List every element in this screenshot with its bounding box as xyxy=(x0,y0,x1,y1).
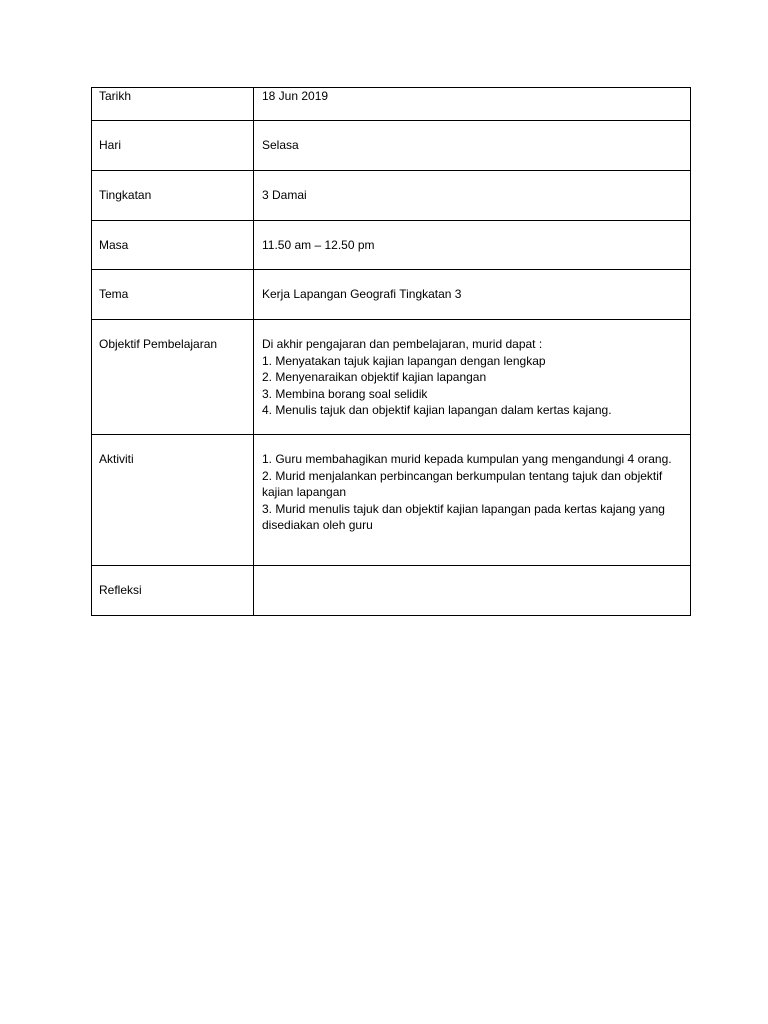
value-tema: Kerja Lapangan Geografi Tingkatan 3 xyxy=(254,270,691,320)
label-refleksi: Refleksi xyxy=(92,566,254,616)
objektif-line: 1. Menyatakan tajuk kajian lapangan dengan lengkap xyxy=(262,353,546,368)
label-tema: Tema xyxy=(92,270,254,320)
row-refleksi xyxy=(92,566,691,616)
label-objektif: Objektif Pembelajaran xyxy=(92,320,254,435)
value-aktiviti xyxy=(254,435,691,566)
row-masa xyxy=(92,221,691,270)
aktiviti-item: 2. Murid menjalankan perbincangan berkumpulan tentang tajuk dan objektif kajian lapangan xyxy=(262,468,663,499)
objektif-line: 2. Menyenaraikan objektif kajian lapangan xyxy=(262,370,487,384)
label-masa: Masa xyxy=(92,221,254,270)
label-tingkatan: Tingkatan xyxy=(92,171,254,221)
label-tarikh: Tarikh xyxy=(92,88,254,121)
value-tarikh: 18 Jun 2019 xyxy=(254,88,691,121)
value-masa: 11.50 am – 12.50 pm xyxy=(254,221,691,270)
row-hari xyxy=(92,121,691,171)
objektif-line: 3. Membina borang soal selidik xyxy=(262,386,428,401)
aktiviti-item: 3. Murid menulis tajuk dan objektif kajian lapangan pada kertas kajang yang disediakan oleh guru xyxy=(262,501,665,532)
value-hari: Selasa xyxy=(254,121,691,171)
row-aktiviti xyxy=(92,435,691,566)
value-refleksi xyxy=(254,566,691,616)
value-tingkatan: 3 Damai xyxy=(254,171,691,221)
objektif-line: Di akhir pengajaran dan pembelajaran, murid dapat : xyxy=(262,337,543,351)
value-objektif xyxy=(254,320,691,435)
label-aktiviti: Aktiviti xyxy=(92,435,254,566)
row-tarikh xyxy=(92,88,691,121)
aktiviti-item: 1. Guru membahagikan murid kepada kumpulan yang mengandungi 4 orang. xyxy=(262,452,672,466)
row-objektif xyxy=(92,320,691,435)
lesson-plan-table xyxy=(91,87,691,616)
row-tingkatan xyxy=(92,171,691,221)
objektif-line: 4. Menulis tajuk dan objektif kajian lapangan dalam kertas kajang. xyxy=(262,403,612,417)
label-hari: Hari xyxy=(92,121,254,171)
row-tema xyxy=(92,270,691,320)
